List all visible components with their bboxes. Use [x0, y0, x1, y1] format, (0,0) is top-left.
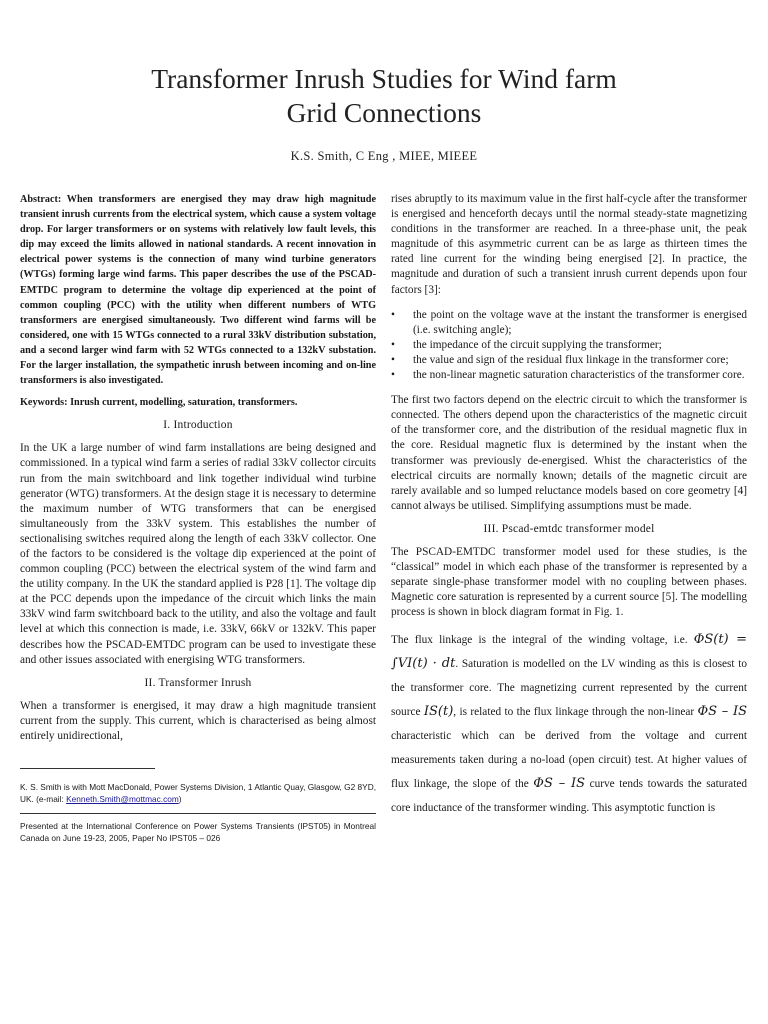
- inrush-paragraph: When a transformer is energised, it may draw a high magnitude transient current from the supply. This current, which is characterised as being almost entirely unidirectional,: [20, 699, 376, 742]
- title-line-2: Grid Connections: [286, 97, 482, 128]
- list-item: [391, 338, 747, 353]
- bullet-icon: •: [391, 308, 395, 321]
- current-source-symbol: IS(t): [423, 704, 454, 720]
- bullet-icon: •: [391, 338, 395, 351]
- list-item-text: the value and sign of the residual flux linkage in the transformer core;: [413, 353, 729, 366]
- conference-footnote: Presented at the International Conference on Power Systems Transients (IPST05) in Montreal Canada on June 19-23, 2005, Paper No IPST05 – 026: [20, 813, 376, 844]
- author-line: K.S. Smith, C Eng , MIEE, MIEEE: [290, 149, 478, 163]
- list-item: [391, 308, 747, 338]
- author-email-link[interactable]: Kenneth.Smith@mottmac.com: [66, 794, 179, 804]
- flux-text-c: , is related to the flux linkage through the non-linear: [453, 706, 698, 719]
- keywords: Keywords: Inrush current, modelling, saturation, transformers.: [20, 397, 298, 409]
- flux-equation: ΦS(t) = ∫VI(t) · dt: [391, 632, 747, 672]
- left-column: [20, 192, 376, 844]
- model-paragraph: The PSCAD-EMTDC transformer model used for these studies, is the “classical” model in which each phase of the transformer is represented by a separate single-phase transformer model with no coupling between phases. Magnetic core saturation is represented by a current source [5]. The modelling process is shown in block diagram format in Fig. 1.: [391, 545, 747, 619]
- title-line-1: Transformer Inrush Studies for Wind farm: [151, 63, 617, 94]
- list-item: [391, 368, 747, 383]
- factor-list: [391, 308, 747, 383]
- author-footnote: [20, 781, 376, 805]
- section-1-heading: I. Introduction: [163, 419, 233, 432]
- footnote-divider: [20, 768, 155, 769]
- flux-text-e: curve tends towards the saturated core inductance of the transformer winding. This asymptotic function is: [391, 778, 747, 815]
- footnote-close: ): [178, 794, 182, 804]
- introduction-paragraph: In the UK a large number of wind farm installations are being designed and commissioned. In a typical wind farm a series of radial 33kV collector circuits run from the main switchboard and link together individual wind turbine generator (WTG) transformers. At the design stage it is necessary to determine the maximum number of WTG transformers that can be energised simultaneously from the 33kV system. This establishes the number of sectionalising switches required along the length of each 33kV collector. One of the factors to be considered is the voltage dip experienced at the point of common coupling (PCC) between the electrical system of the wind farm and the utility company. In the UK the standard applied is P28 [1]. The voltage dip at the PCC depends upon the impedance of the circuit which links the main 33kV wind farm switchboard back to the utility, and also the voltage and fault level at which this connection is made, i.e. 33kV, 66kV or 132kV. This paper describes how the PSCAD-EMTDC program can be used to investigate these and other issues associated with energising WTG transformers.: [20, 442, 376, 666]
- inrush-continued-paragraph: rises abruptly to its maximum value in the first half-cycle after the transformer is energised and henceforth decays until the normal steady-state magnetizing conditions in the transformer are reached. In a three-phase unit, the peak magnitude of this asymmetric current can be as large as thirteen times the rated line current for the winding being energised [2]. In practice, the magnitude and duration of such a transient inrush current depends upon four factors [3]:: [391, 193, 747, 296]
- section-3-heading: III. Pscad-emtdc transformer model: [483, 522, 655, 535]
- footnote-author-text: K. S. Smith is with Mott MacDonald, Power Systems Division, 1 Atlantic Quay, Glasgow, G2 8YD, UK. (e-mail:: [20, 782, 376, 804]
- flux-text-a: The flux linkage is the integral of the winding voltage, i.e.: [391, 634, 688, 647]
- list-item-text: the point on the voltage wave at the instant the transformer is energised (i.e. switching angle);: [413, 308, 747, 336]
- bullet-icon: •: [391, 369, 395, 382]
- list-item-text: the non-linear magnetic saturation characteristics of the transformer core.: [413, 369, 745, 382]
- list-item: [391, 353, 747, 368]
- right-column: [391, 192, 747, 820]
- factors-paragraph: The first two factors depend on the electric circuit to which the transformer is connected. The others depend upon the characteristics of the magnetic circuit of the transformer core, and the distribution of the residual magnetic flux in the core. Residual magnetic flux is determined by the instant when the transformer was previously de-energised. Whist the characteristics of the electrical circuits are normally known; details of the magnetic circuit are rarely available and so lumped reluctance models based on core geometry [4] cannot always be utilised. Simplifying assumptions must be made.: [391, 394, 747, 512]
- flux-text-d: characteristic which can be derived from the voltage and current measurements taken during a no-load (open circuit) test. At higher values of flux linkage, the slope of the: [391, 730, 747, 791]
- list-item-text: the impedance of the circuit supplying the transformer;: [413, 338, 662, 351]
- abstract: Abstract: When transformers are energised they may draw high magnitude transient inrush currents from the electrical system, which cause a system voltage drop. For larger transformers or on systems with relatively low fault levels, this dip may exceed the limits allowed in national standards. A recent innovation in electrical power systems is the connection of many wind turbine generators (WTGs) forming large wind farms. This paper describes the use of the PSCAD-EMTDC program to determine the voltage dip experienced at the point of common coupling (PCC) with the utility when different numbers of WTG transformers are energised simultaneously. Two different wind farms will be considered, one with 15 WTGs connected to a rural 33kV distribution substation, and a second larger wind farm with 52 WTGs connected to a 132kV substation. For the larger installation, the sympathetic inrush between incoming and on-line transformers is also investigated.: [20, 194, 376, 387]
- flux-text-b: . Saturation is modelled on the LV winding as this is closest to the transformer core. The magnetizing current represented by the current source: [391, 658, 747, 719]
- bullet-icon: •: [391, 353, 395, 366]
- phi-i-curve-symbol: ΦS – IS: [533, 776, 586, 792]
- flux-linkage-paragraph: [391, 628, 747, 820]
- phi-i-characteristic-symbol: ΦS – IS: [697, 704, 747, 720]
- paper-title: [60, 62, 708, 130]
- section-2-heading: II. Transformer Inrush: [144, 676, 252, 689]
